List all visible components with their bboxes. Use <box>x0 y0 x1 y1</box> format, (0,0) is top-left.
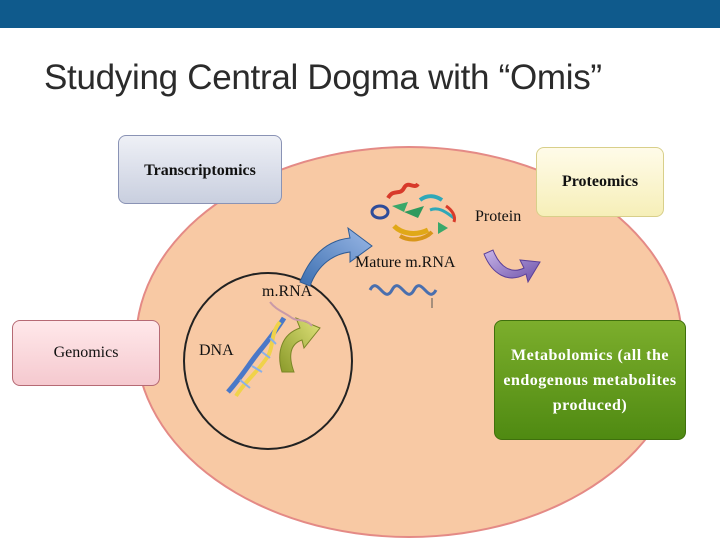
proteomics-box: Proteomics <box>536 147 664 217</box>
genomics-box: Genomics <box>12 320 160 386</box>
metabolomics-box: Metabolomics (all the endogenous metabolites produced) <box>494 320 686 440</box>
mature-mrna-label: Mature m.RNA <box>355 254 456 271</box>
mrna-strand-icon <box>370 286 436 295</box>
protein-label: Protein <box>475 208 522 225</box>
mrna-label: m.RNA <box>262 283 313 300</box>
slide-title: Studying Central Dogma with “Omis” <box>44 58 602 97</box>
mrna-fragment-icon <box>270 302 312 326</box>
translation-arrow <box>484 250 540 282</box>
dna-helix-icon <box>228 318 284 396</box>
transcription-arrow <box>280 318 320 372</box>
transcriptomics-box: Transcriptomics <box>118 135 282 204</box>
dna-label: DNA <box>199 342 234 359</box>
protein-structure-icon <box>372 184 455 239</box>
